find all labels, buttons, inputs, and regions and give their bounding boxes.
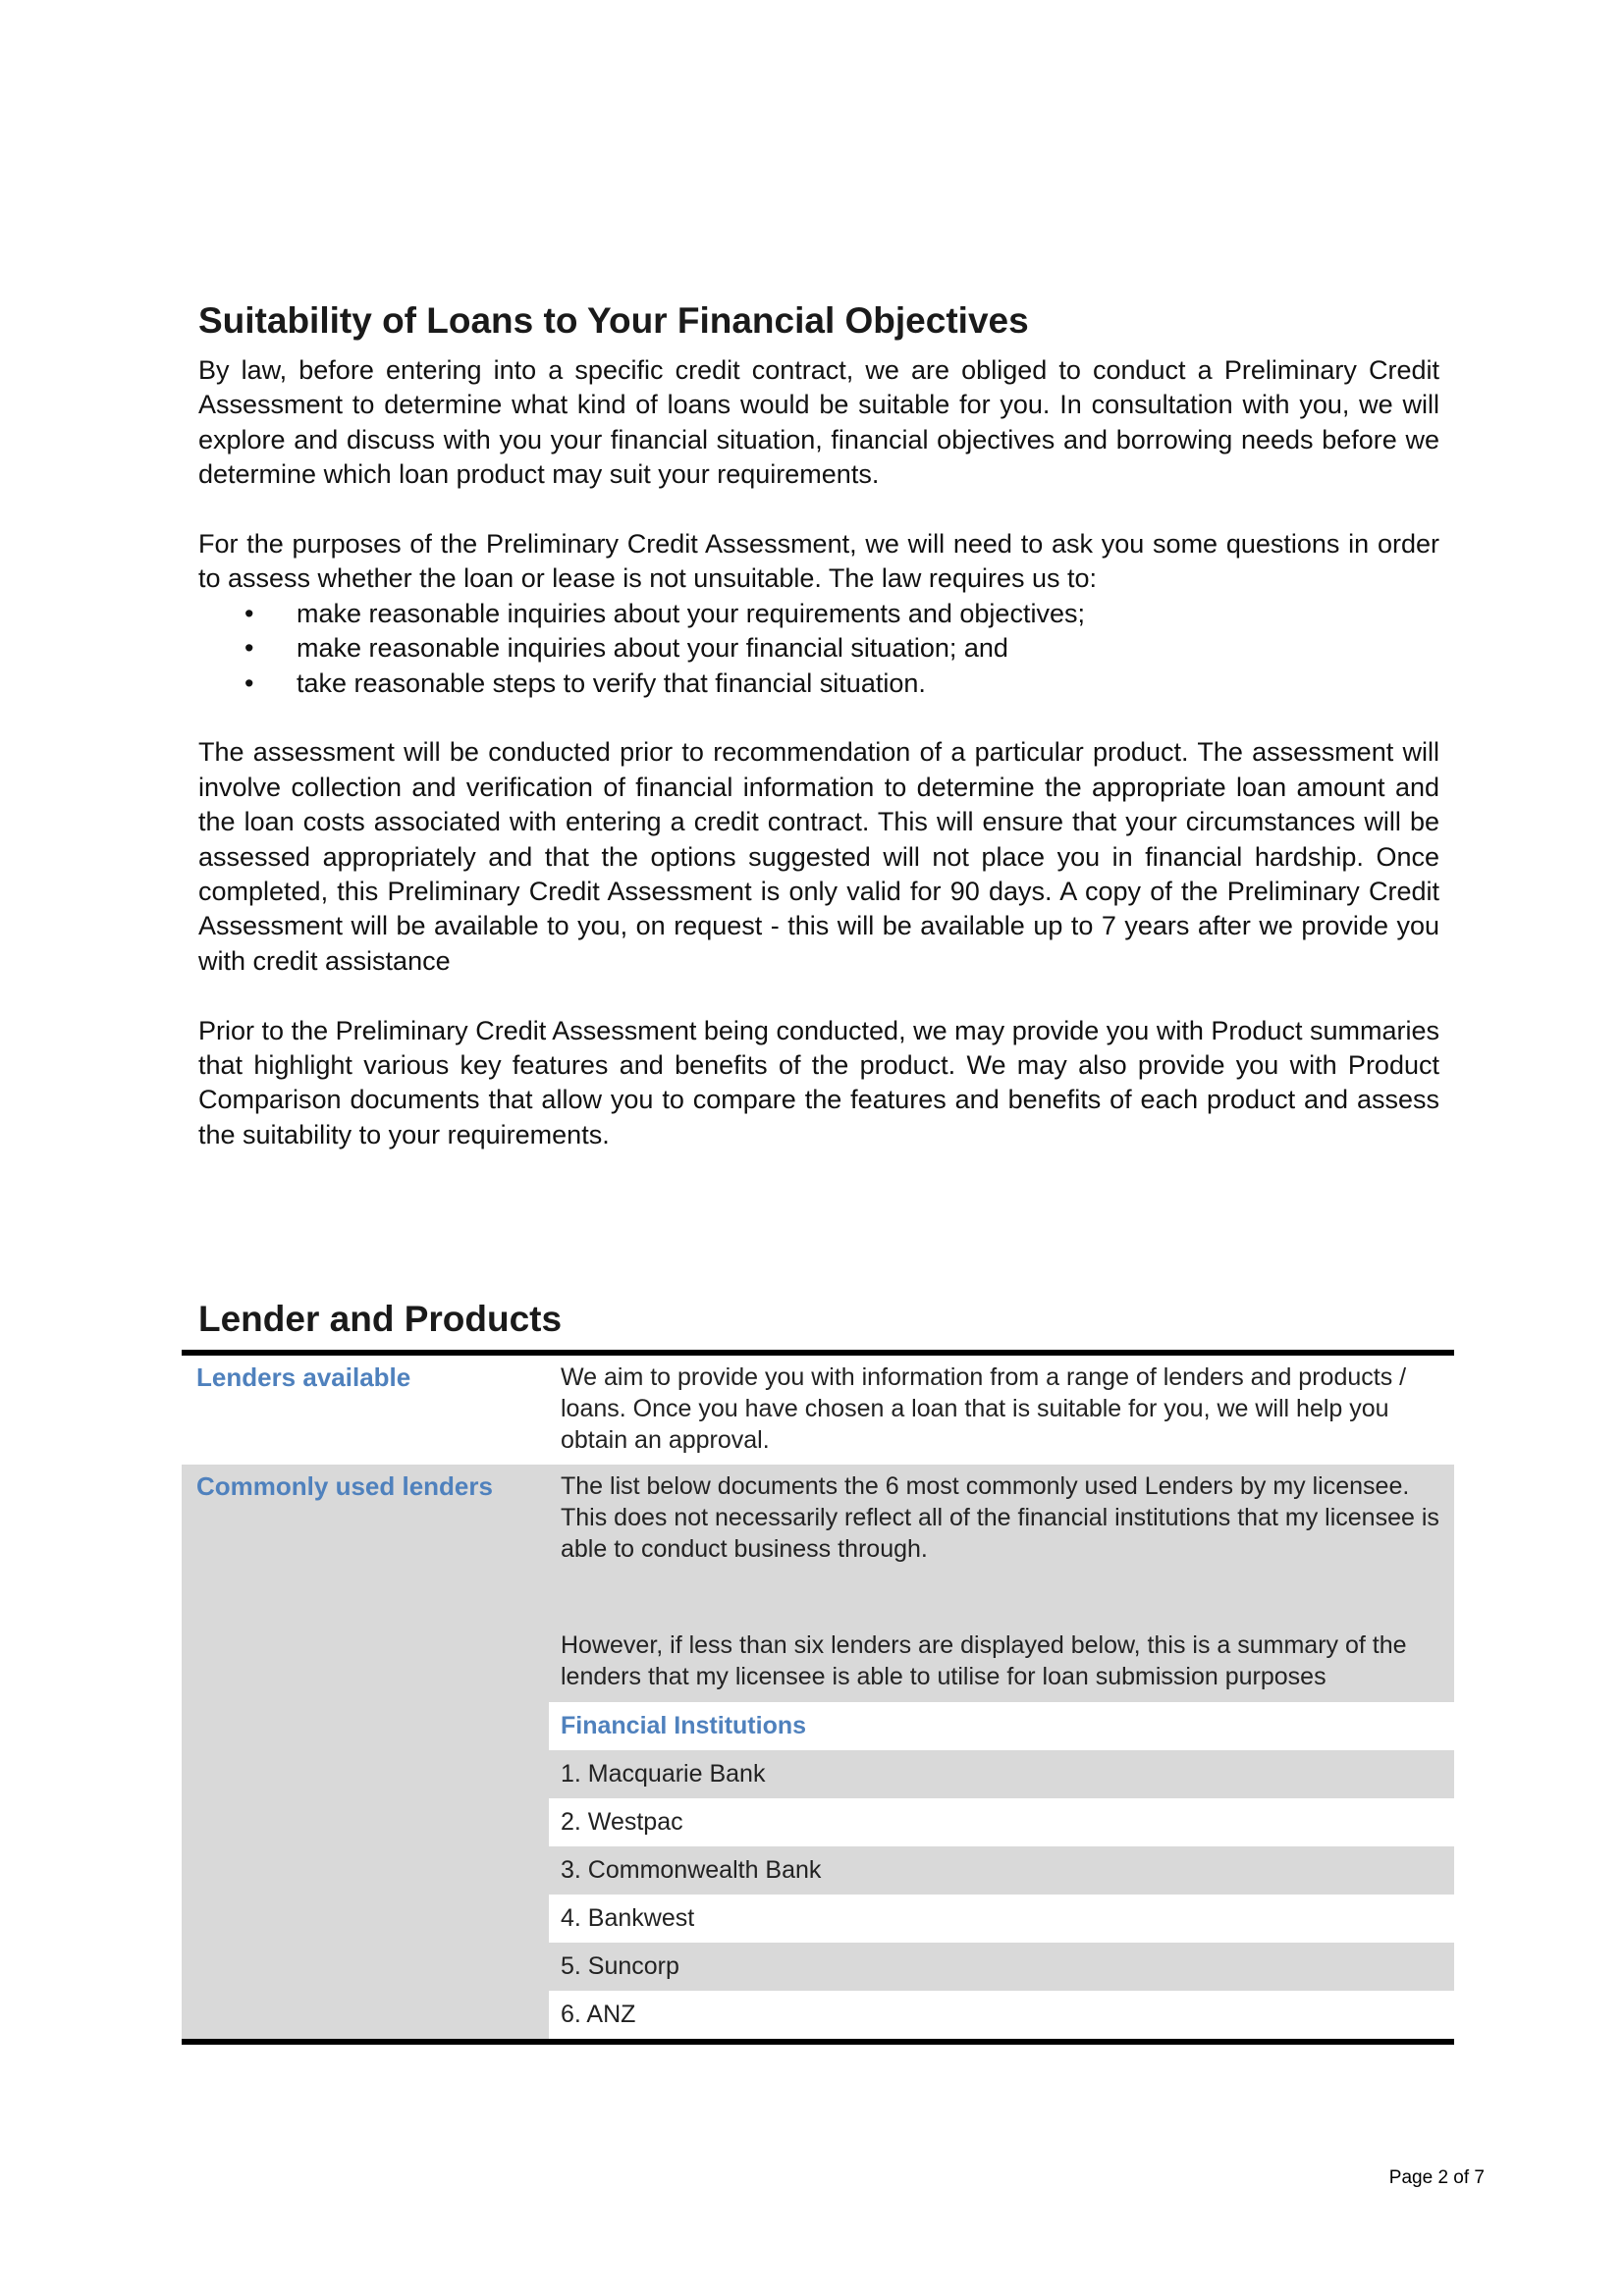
- row-label: Commonly used lenders: [196, 1471, 493, 1501]
- table-row: [182, 1465, 1454, 2039]
- bullet-list: [198, 597, 1439, 701]
- row-label: Lenders available: [196, 1362, 411, 1392]
- bullet-item: • make reasonable inquiries about your financial situation; and: [198, 631, 1439, 666]
- row-text: However, if less than six lenders are displayed below, this is a summary of the lenders that my licensee is able to utilise for loan submission purposes: [561, 1631, 1407, 1690]
- section-body: [198, 353, 1439, 1188]
- bullet-item: • take reasonable steps to verify that financial situation.: [198, 667, 1439, 701]
- paragraph: By law, before entering into a specific credit contract, we are obliged to conduct a Preliminary Credit Assessment to determine what kind of loans would be suitable for you. In consultation with you, we will explore and discuss with you your financial situation, financial objectives and borrowing needs before we determine which loan product may suit your requirements.: [198, 355, 1439, 490]
- paragraph: For the purposes of the Preliminary Credit Assessment, we will need to ask you some questions in order to assess whether the loan or lease is not unsuitable. The law requires us to:: [198, 529, 1439, 594]
- row-text: We aim to provide you with information from a range of lenders and products / loans. Once you have chosen a loan that is suitable for you, we will help you obtain an approval.: [561, 1363, 1407, 1454]
- page-number: Page 2 of 7: [1388, 2167, 1485, 2188]
- institution-item: 1. Macquarie Bank: [549, 1750, 1454, 1798]
- bullet-item: • make reasonable inquiries about your requirements and objectives;: [198, 597, 1439, 631]
- institution-item: 2. Westpac: [549, 1798, 1454, 1846]
- paragraph: Prior to the Preliminary Credit Assessment being conducted, we may provide you with Product summaries that highlight various key features and benefits of the product. We may also provide you with Product Comparison documents that allow you to compare the features and benefits of each product and assess the suitability to your requirements.: [198, 1015, 1439, 1149]
- institution-item: 6. ANZ: [549, 1991, 1454, 2039]
- section-title-lenders: Lender and Products: [198, 1299, 563, 1339]
- institution-item: 5. Suncorp: [549, 1943, 1454, 1991]
- section-title-suitability: Suitability of Loans to Your Financial Objectives: [198, 300, 1029, 341]
- institutions-header: Financial Institutions: [549, 1702, 1454, 1750]
- institution-item: 4. Bankwest: [549, 1895, 1454, 1943]
- institution-item: 3. Commonwealth Bank: [549, 1846, 1454, 1895]
- row-content: [549, 1465, 1454, 2039]
- table-row: [182, 1356, 1454, 1465]
- lenders-table: [182, 1350, 1454, 2045]
- paragraph: The assessment will be conducted prior to recommendation of a particular product. The assessment will involve collection and verification of financial information to determine the appropriate loan amount and the loan costs associated with entering a credit contract. This will ensure that your circumstances will be assessed appropriately and that the options suggested will not place you in financial hardship. Once completed, this Preliminary Credit Assessment is only valid for 90 days. A copy of the Preliminary Credit Assessment will be available to you, on request - this will be available up to 7 years after we provide you with credit assistance: [198, 737, 1439, 976]
- row-text: The list below documents the 6 most commonly used Lenders by my licensee. This does not necessarily reflect all of the financial institutions that my licensee is able to conduct business through.: [561, 1472, 1439, 1563]
